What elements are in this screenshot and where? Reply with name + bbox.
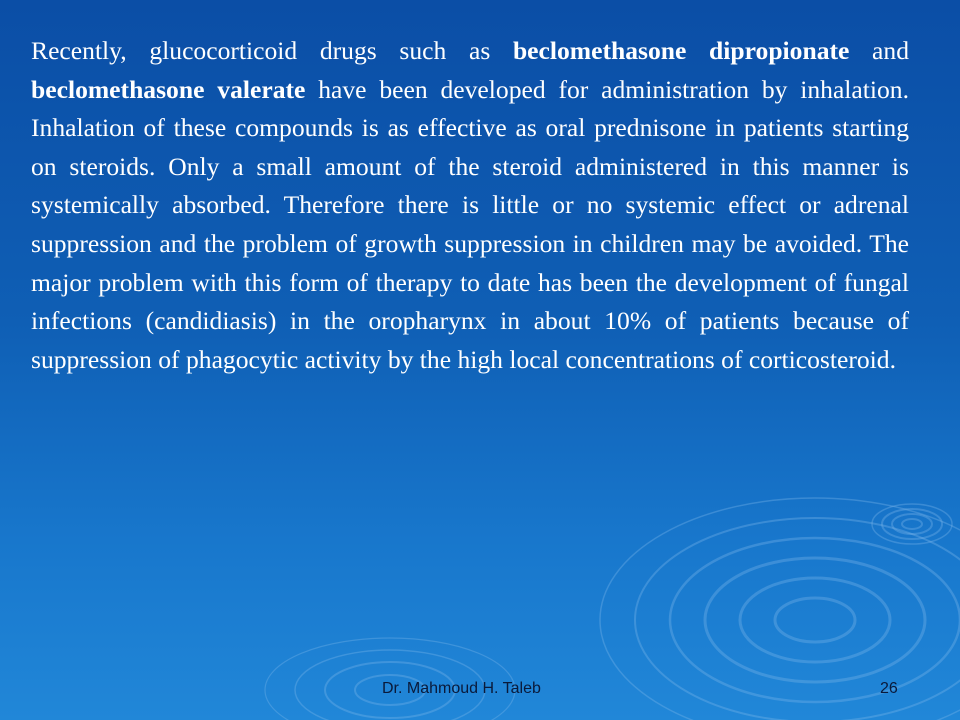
- footer-author: Dr. Mahmoud H. Taleb: [382, 680, 541, 697]
- ripple-ring: [705, 558, 925, 682]
- ripple-ring: [892, 514, 932, 534]
- ripple-ring: [775, 598, 855, 642]
- drug-name-bold: beclomethasone dipropionate: [512, 36, 850, 65]
- text-run: have been developed for administration by inhalation. Inhalation of these compounds is as effective as oral prednisone in patients starting on steroids. Only a small amount of the steroid administered in this manner is systemically absorbed. Therefore there is little or no systemic effect or adrenal suppression and the problem of growth suppression in children may be avoided. The major problem with this form of therapy to date has been the development of fungal infections (candidiasis) in the oropharynx in about 10% of patients because of suppression of phagocytic activity by the high local concentrations of corticosteroid.: [31, 74, 909, 374]
- body-paragraph: [31, 32, 909, 379]
- text-run: Recently, glucocorticoid drugs such as: [31, 36, 513, 65]
- ripple-ring: [670, 538, 960, 702]
- ripple-ring: [740, 578, 890, 662]
- ripple-ring: [882, 509, 942, 539]
- ripple-ring: [600, 498, 960, 720]
- ripple-ring: [872, 504, 952, 544]
- ripple-ring: [902, 519, 922, 529]
- ripple-ring: [635, 518, 960, 720]
- drug-name-bold: beclomethasone valerate: [31, 74, 306, 104]
- page-number: 26: [880, 680, 898, 697]
- text-run: and: [849, 36, 909, 65]
